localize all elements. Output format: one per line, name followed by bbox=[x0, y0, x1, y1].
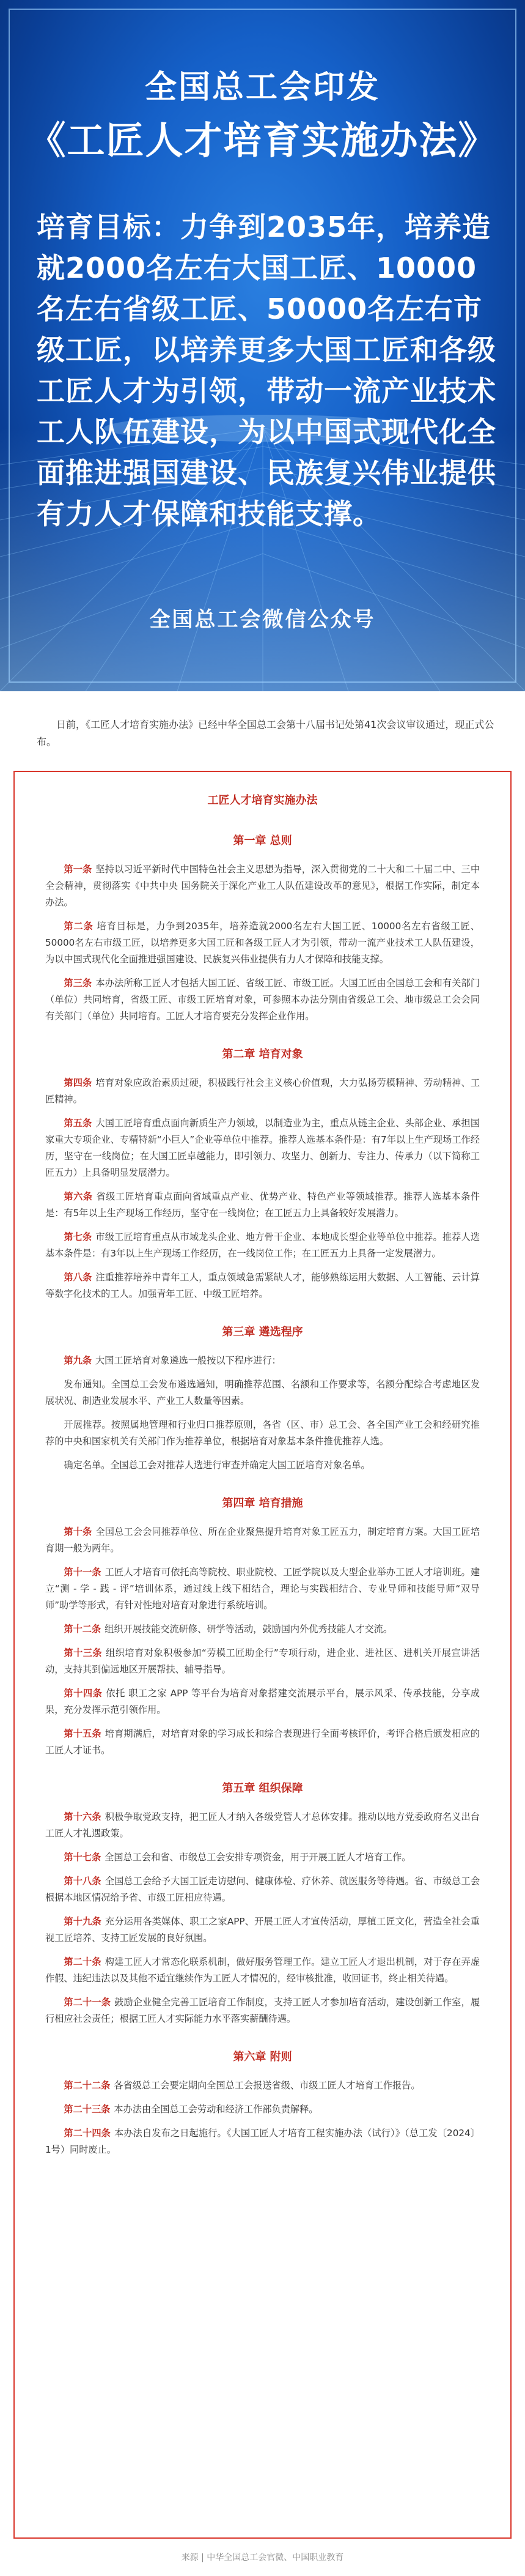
article-paragraph bbox=[45, 1913, 480, 1947]
article-number: 第二十二条 bbox=[64, 2080, 111, 2091]
article-number: 第一条 bbox=[64, 864, 92, 875]
article-text: 本办法自发布之日起施行。《大国工匠人才培育工程实施办法（试行）》（总工发〔2024〕1号）同时废止。 bbox=[45, 2128, 480, 2155]
article-number: 第五条 bbox=[64, 1118, 92, 1129]
article-number: 第七条 bbox=[64, 1231, 92, 1242]
article-number: 第十三条 bbox=[64, 1647, 103, 1658]
chapter-title: 第五章 组织保障 bbox=[222, 1782, 303, 1795]
chapter-title: 第一章 总则 bbox=[233, 834, 292, 847]
article-text: 依托 职工之家 APP 等平台为培育对象搭建交流展示平台，展示风采、传承技能，分享成果，充分发挥示范引领作用。 bbox=[45, 1688, 480, 1715]
article-paragraph bbox=[45, 1726, 480, 1759]
article-paragraph bbox=[45, 1645, 480, 1678]
banner-source: 全国总工会微信公众号 bbox=[149, 607, 376, 632]
article-number: 第十条 bbox=[64, 1526, 92, 1537]
article-text: 注重推荐培养中青年工人，重点领域急需紧缺人才，能够熟练运用大数据、人工智能、云计算等数字化技术的工人。加强青年工匠、中级工匠培养。 bbox=[45, 1272, 480, 1299]
article-paragraph bbox=[45, 2101, 480, 2118]
article-number: 第二十四条 bbox=[64, 2128, 111, 2139]
article-number: 第十二条 bbox=[64, 1624, 101, 1635]
banner-title-line1: 全国总工会印发 bbox=[144, 69, 380, 106]
footer-source: 来源 | 中华全国总工会官微、中国职业教育 bbox=[181, 2553, 344, 2563]
article-text: 鼓励企业健全完善工匠培育工作制度，支持工匠人才参加培育活动，建设创新工作室，履行相应社会责任；根据工匠人才实际能力水平落实薪酬待遇。 bbox=[45, 1997, 480, 2024]
article-paragraph bbox=[45, 1954, 480, 1987]
article-paragraph bbox=[45, 1994, 480, 2027]
article-number: 第四条 bbox=[64, 1077, 92, 1088]
document-content bbox=[45, 826, 480, 2166]
article-text: 培育期满后，对培育对象的学习成长和综合表现进行全面考核评价，考评合格后颁发相应的工匠人才证书。 bbox=[45, 1728, 480, 1756]
article-paragraph bbox=[45, 1457, 480, 1474]
article-paragraph bbox=[45, 1376, 480, 1409]
article-paragraph bbox=[45, 2125, 480, 2158]
article-number: 第八条 bbox=[64, 1272, 92, 1283]
article-paragraph bbox=[45, 1353, 480, 1369]
article-number: 第二条 bbox=[64, 921, 94, 932]
article-text: 市级工匠培育重点从市域龙头企业、地方骨干企业、本地成长型企业等单位中推荐。推荐人选基本条件是：有3年以上生产现场工作经历，在一线岗位工作；在工匠五力上具备一定发展潜力。 bbox=[45, 1231, 480, 1259]
article-text: 确定名单。全国总工会对推荐人选进行审查并确定大国工匠培育对象名单。 bbox=[64, 1460, 370, 1471]
article-text: 省级工匠培育重点面向省域重点产业、优势产业、特色产业等领域推荐。推荐人选基本条件是：有5年以上生产现场工作经历，坚守在一线岗位；在工匠五力上具备较好发展潜力。 bbox=[45, 1191, 480, 1219]
article-number: 第九条 bbox=[64, 1355, 92, 1366]
article-text: 各省级总工会要定期向全国总工会报送省级、市级工匠人才培育工作报告。 bbox=[114, 2080, 420, 2091]
article-paragraph bbox=[45, 1524, 480, 1557]
chapter-title: 第六章 附则 bbox=[233, 2051, 292, 2063]
chapter-title: 第二章 培育对象 bbox=[222, 1048, 303, 1061]
banner-goal-text: 培育目标：力争到2035年，培养造就2000名左右大国工匠、10000名左右省级工匠、50000名左右市级工匠，以培养更多大国工匠和各级工匠人才为引领，带动一流产业技术工人队伍建设，为以中国式现代化全面推进强国建设、民族复兴伟业提供有力人才保障和技能支撑。 bbox=[37, 210, 496, 530]
document-box bbox=[13, 771, 512, 2539]
article-number: 第十八条 bbox=[64, 1876, 101, 1887]
article-paragraph bbox=[45, 1564, 480, 1614]
chapter-title: 第四章 培育措施 bbox=[222, 1497, 303, 1510]
article-text: 开展推荐。按照属地管理和行业归口推荐原则，各省（区、市）总工会、各全国产业工会和经研究推荐的中央和国家机关有关部门作为推荐单位，根据培育对象基本条件推优推荐人选。 bbox=[45, 1419, 480, 1447]
article-number: 第六条 bbox=[64, 1191, 93, 1202]
chapter-title: 第三章 遴选程序 bbox=[222, 1326, 303, 1338]
article-text: 发布通知。全国总工会发布遴选通知，明确推荐范围、名额和工作要求等，名额分配综合考虑地区发展状况、制造业发展水平、产业工人数量等因素。 bbox=[45, 1379, 480, 1406]
banner-title-line2: 《工匠人才培育实施办法》 bbox=[28, 118, 497, 163]
article-text: 培育目标是，力争到2035年，培养造就2000名左右大国工匠、10000名左右省级工匠、50000名左右市级工匠，以培养更多大国工匠和各级工匠人才为引领，带动一流产业技术工人队伍建设，为以中国式现代化全面推进强国建设、民族复兴伟业提供有力人才保障和技能支撑。 bbox=[45, 921, 480, 965]
article-paragraph bbox=[45, 1075, 480, 1108]
article-paragraph bbox=[45, 861, 480, 911]
article-number: 第十七条 bbox=[64, 1852, 101, 1863]
article-text: 大国工匠培育对象遴选一般按以下程序进行： bbox=[95, 1355, 281, 1366]
article-number: 第十六条 bbox=[64, 1811, 101, 1822]
article-text: 大国工匠培育重点面向新质生产力领域，以制造业为主，重点从链主企业、头部企业、承担国家重大专项企业、专精特新“小巨人”企业等单位中推荐。推荐人选基本条件是：有7年以上生产现场工作经历，坚守在一线岗位；在大国工匠卓越能力，即引领力、攻坚力、创新力、专注力、传承力（以下简称工匠五力）上具备明显发展潜力。 bbox=[45, 1118, 480, 1178]
article-paragraph bbox=[45, 1189, 480, 1222]
article-text: 积极争取党政支持，把工匠人才纳入各级党管人才总体安排。推动以地方党委政府名义出台工匠人才礼遇政策。 bbox=[45, 1811, 480, 1839]
article-paragraph bbox=[45, 918, 480, 968]
article-paragraph bbox=[45, 1417, 480, 1450]
article-text: 坚持以习近平新时代中国特色社会主义思想为指导，深入贯彻党的二十大和二十届二中、三中全会精神，贯彻落实《中共中央 国务院关于深化产业工人队伍建设改革的意见》，根据工作实际，制定本办法。 bbox=[45, 864, 480, 908]
article-number: 第二十三条 bbox=[64, 2104, 111, 2115]
article-number: 第十一条 bbox=[64, 1567, 101, 1578]
article-paragraph bbox=[45, 1229, 480, 1262]
article-paragraph bbox=[45, 1685, 480, 1718]
article-text: 组织培育对象积极参加“劳模工匠助企行”专项行动，进企业、进社区、进机关开展宣讲活动，支持其到偏远地区开展帮扶、辅导指导。 bbox=[45, 1647, 480, 1675]
article-paragraph bbox=[45, 1873, 480, 1906]
article-text: 培育对象应政治素质过硬，积极践行社会主义核心价值观，大力弘扬劳模精神、劳动精神、工匠精神。 bbox=[45, 1077, 480, 1105]
intro-paragraph: 日前，《工匠人才培育实施办法》已经中华全国总工会第十八届书记处第41次会议审议通过，现正式公布。 bbox=[37, 719, 494, 748]
article-paragraph bbox=[45, 1115, 480, 1181]
article-number: 第十四条 bbox=[64, 1688, 103, 1699]
article-text: 组织开展技能交流研修、研学等活动，鼓励国内外优秀技能人才交流。 bbox=[105, 1624, 392, 1635]
article-number: 第二十一条 bbox=[64, 1997, 111, 2008]
article-paragraph bbox=[45, 975, 480, 1025]
article-paragraph bbox=[45, 1809, 480, 1842]
article-number: 第十五条 bbox=[64, 1728, 101, 1739]
article-number: 第三条 bbox=[64, 978, 92, 989]
article-paragraph bbox=[45, 1269, 480, 1302]
article-paragraph bbox=[45, 1849, 480, 1866]
document-title: 工匠人才培育实施办法 bbox=[207, 794, 318, 807]
article-paragraph bbox=[45, 1621, 480, 1638]
article-text: 本办法由全国总工会劳动和经济工作部负责解释。 bbox=[114, 2104, 318, 2115]
hero-banner bbox=[0, 0, 525, 691]
article-text: 全国总工会会同推荐单位、所在企业聚焦提升培育对象工匠五力，制定培育方案。大国工匠培育期一般为两年。 bbox=[45, 1526, 480, 1554]
article-text: 全国总工会给予大国工匠走访慰问、健康体检、疗休养、就医服务等待遇。省、市级总工会根据本地区情况给予省、市级工匠相应待遇。 bbox=[45, 1876, 480, 1903]
article-text: 构建工匠人才常态化联系机制，做好服务管理工作。建立工匠人才退出机制，对于存在弄虚作假、违纪违法以及其他不适宜继续作为工匠人才情况的，经审核批准，收回证书，终止相关待遇。 bbox=[45, 1956, 480, 1984]
article-text: 全国总工会和省、市级总工会安排专项资金，用于开展工匠人才培育工作。 bbox=[105, 1852, 411, 1863]
article-paragraph bbox=[45, 2077, 480, 2094]
article-text: 工匠人才培育可依托高等院校、职业院校、工匠学院以及大型企业举办工匠人才培训班。建立“测 - 学 - 践 - 评”培训体系，通过线上线下相结合，理论与实践相结合、专业导师和技能导师“双导师”助学等形式，有针对性地对培育对象进行系统培训。 bbox=[45, 1567, 480, 1611]
article-number: 第十九条 bbox=[64, 1916, 101, 1927]
article-text: 本办法所称工匠人才包括大国工匠、省级工匠、市级工匠。大国工匠由全国总工会和有关部门（单位）共同培育，省级工匠、市级工匠培育对象，可参照本办法分别由省级总工会、地市级总工会会同有关部门（单位）共同培育。工匠人才培育要充分发挥企业作用。 bbox=[45, 978, 480, 1022]
article-text: 充分运用各类媒体、职工之家APP、开展工匠人才宣传活动，厚植工匠文化，营造全社会重视工匠培养、支持工匠发展的良好氛围。 bbox=[45, 1916, 480, 1943]
article-number: 第二十条 bbox=[64, 1956, 101, 1967]
